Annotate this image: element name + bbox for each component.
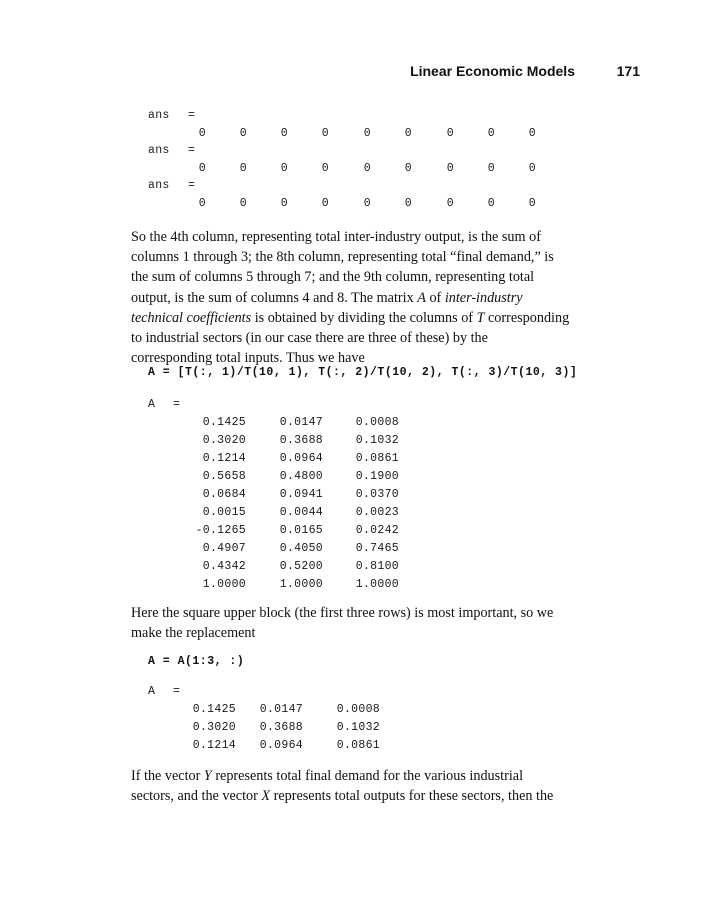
ans-value: 0 <box>404 126 412 140</box>
ans-value: 0 <box>528 161 536 175</box>
matrix-row <box>148 488 448 506</box>
matrix-cell: 0.5200 <box>279 560 323 573</box>
matrix-cell: 0.0147 <box>279 416 323 429</box>
matrix-cell: 0.0941 <box>279 488 323 501</box>
matrix-cell: 0.0023 <box>355 506 399 519</box>
ans-value: 0 <box>446 196 454 210</box>
matrix-row <box>148 506 448 524</box>
equals-sign: = <box>188 144 196 157</box>
ans-value: 0 <box>363 196 371 210</box>
matrix-cell: 0.1032 <box>355 434 399 447</box>
ans-label: ans <box>148 144 170 157</box>
matrix-cell: 0.3020 <box>192 721 236 734</box>
matrix-cell: 0.5658 <box>202 470 246 483</box>
ans-value: 0 <box>321 126 329 140</box>
ans-value: 0 <box>528 196 536 210</box>
matrix-row <box>148 470 448 488</box>
matrix-cell: 0.1032 <box>336 721 380 734</box>
text-line: sectors, and the vector X represents total outputs for these sectors, then the <box>131 788 554 805</box>
ans-value: 0 <box>446 126 454 140</box>
matrix-cell: 0.3020 <box>202 434 246 447</box>
text-line: make the replacement <box>131 625 256 642</box>
ans-value: 0 <box>198 196 206 210</box>
math-var: T <box>476 309 485 326</box>
matrix-cell: 0.0165 <box>279 524 323 537</box>
equals-sign: = <box>188 109 196 122</box>
ans-label-row <box>148 109 608 127</box>
matrix-label: A <box>148 398 156 411</box>
text-line: Here the square upper block (the first three rows) is most important, so we <box>131 605 554 621</box>
ans-values-row <box>148 127 608 145</box>
ans-label: ans <box>148 109 170 122</box>
matrix-output-A-reduced <box>148 685 448 757</box>
ans-label-row <box>148 179 608 197</box>
matrix-cell: 0.0861 <box>355 452 399 465</box>
matrix-cell: 0.0008 <box>336 703 380 716</box>
equals-sign: = <box>173 685 181 698</box>
text-line: output, is the sum of columns 4 and 8. The matrix A of inter-industry <box>131 289 523 306</box>
emphasis: technical coefficients <box>131 309 252 326</box>
ans-value: 0 <box>404 161 412 175</box>
matrix-cell: 0.4907 <box>202 542 246 555</box>
text-line: So the 4th column, representing total inter-industry output, is the sum of <box>131 229 541 245</box>
ans-values-row <box>148 162 608 180</box>
paragraph-coefficients <box>131 227 651 368</box>
matrix-cell: 0.1214 <box>202 452 246 465</box>
page-number: 171 <box>616 63 640 79</box>
matrix-cell: 0.1214 <box>192 739 236 752</box>
matrix-row <box>148 703 448 721</box>
matrix-row <box>148 739 448 757</box>
ans-value: 0 <box>198 161 206 175</box>
ans-value: 0 <box>198 126 206 140</box>
matrix-cell: 0.0008 <box>355 416 399 429</box>
text-line: the sum of columns 5 through 7; and the 9th column, representing total <box>131 269 535 286</box>
matrix-cell: 0.4800 <box>279 470 323 483</box>
matrix-cell: 0.0370 <box>355 488 399 501</box>
matrix-row <box>148 560 448 578</box>
ans-value: 0 <box>487 161 495 175</box>
ans-label: ans <box>148 179 170 192</box>
text-line: corresponding total inputs. Thus we have <box>131 350 365 367</box>
ans-value: 0 <box>363 161 371 175</box>
matrix-cell: 0.8100 <box>355 560 399 573</box>
ans-value: 0 <box>487 126 495 140</box>
text-line: If the vector Y represents total final demand for the various industrial <box>131 768 524 784</box>
ans-label-row <box>148 144 608 162</box>
ans-value: 0 <box>280 161 288 175</box>
matrix-label: A <box>148 685 156 698</box>
matrix-cell: 0.0684 <box>202 488 246 501</box>
ans-value: 0 <box>528 126 536 140</box>
ans-value: 0 <box>280 196 288 210</box>
text-line: columns 1 through 3; the 8th column, representing total “final demand,” is <box>131 249 554 266</box>
matrix-cell: 0.0044 <box>279 506 323 519</box>
ans-value: 0 <box>321 196 329 210</box>
ans-value: 0 <box>239 126 247 140</box>
equals-sign: = <box>188 179 196 192</box>
matrix-row <box>148 721 448 739</box>
matrix-cell: -0.1265 <box>195 524 246 537</box>
matrix-row <box>148 524 448 542</box>
matrix-cell: 0.0015 <box>202 506 246 519</box>
chapter-title: Linear Economic Models <box>410 63 575 79</box>
ans-value: 0 <box>280 126 288 140</box>
ans-value: 0 <box>239 196 247 210</box>
ans-value: 0 <box>363 126 371 140</box>
matrix-cell: 0.0147 <box>259 703 303 716</box>
matrix-cell: 1.0000 <box>202 578 246 591</box>
ans-value: 0 <box>487 196 495 210</box>
ans-value: 0 <box>321 161 329 175</box>
matrix-cell: 0.1900 <box>355 470 399 483</box>
matrix-cell: 1.0000 <box>279 578 323 591</box>
code-command: A = [T(:, 1)/T(10, 1), T(:, 2)/T(10, 2), T(:, 3)/T(10, 3)] <box>148 366 578 379</box>
matrix-cell: 0.3688 <box>259 721 303 734</box>
ans-value: 0 <box>446 161 454 175</box>
matrix-cell: 0.4050 <box>279 542 323 555</box>
running-header <box>0 63 702 83</box>
matrix-cell: 0.0242 <box>355 524 399 537</box>
equals-sign: = <box>173 398 181 411</box>
matrix-cell: 0.3688 <box>279 434 323 447</box>
ans-value: 0 <box>404 196 412 210</box>
math-var: Y <box>203 768 212 784</box>
matrix-row <box>148 542 448 560</box>
matrix-cell: 0.1425 <box>202 416 246 429</box>
matrix-row <box>148 416 448 434</box>
ans-output-block <box>148 109 608 214</box>
matrix-row <box>148 578 448 596</box>
matrix-output-A <box>148 398 448 596</box>
matrix-cell: 0.0861 <box>336 739 380 752</box>
matrix-cell: 0.0964 <box>259 739 303 752</box>
matrix-cell: 0.0964 <box>279 452 323 465</box>
matrix-cell: 0.1425 <box>192 703 236 716</box>
math-var: A <box>417 289 426 306</box>
ans-values-row <box>148 197 608 215</box>
paragraph-replacement <box>131 603 651 643</box>
math-var: X <box>261 788 271 805</box>
matrix-row <box>148 434 448 452</box>
ans-value: 0 <box>239 161 247 175</box>
paragraph-vectors <box>131 766 651 806</box>
code-command: A = A(1:3, :) <box>148 655 245 668</box>
matrix-cell: 1.0000 <box>355 578 399 591</box>
matrix-cell: 0.7465 <box>355 542 399 555</box>
emphasis: inter-industry <box>444 289 523 306</box>
matrix-row <box>148 452 448 470</box>
matrix-cell: 0.4342 <box>202 560 246 573</box>
text-line: technical coefficients is obtained by dividing the columns of T corresponding <box>131 309 570 326</box>
text-line: to industrial sectors (in our case there are three of these) by the <box>131 329 488 346</box>
